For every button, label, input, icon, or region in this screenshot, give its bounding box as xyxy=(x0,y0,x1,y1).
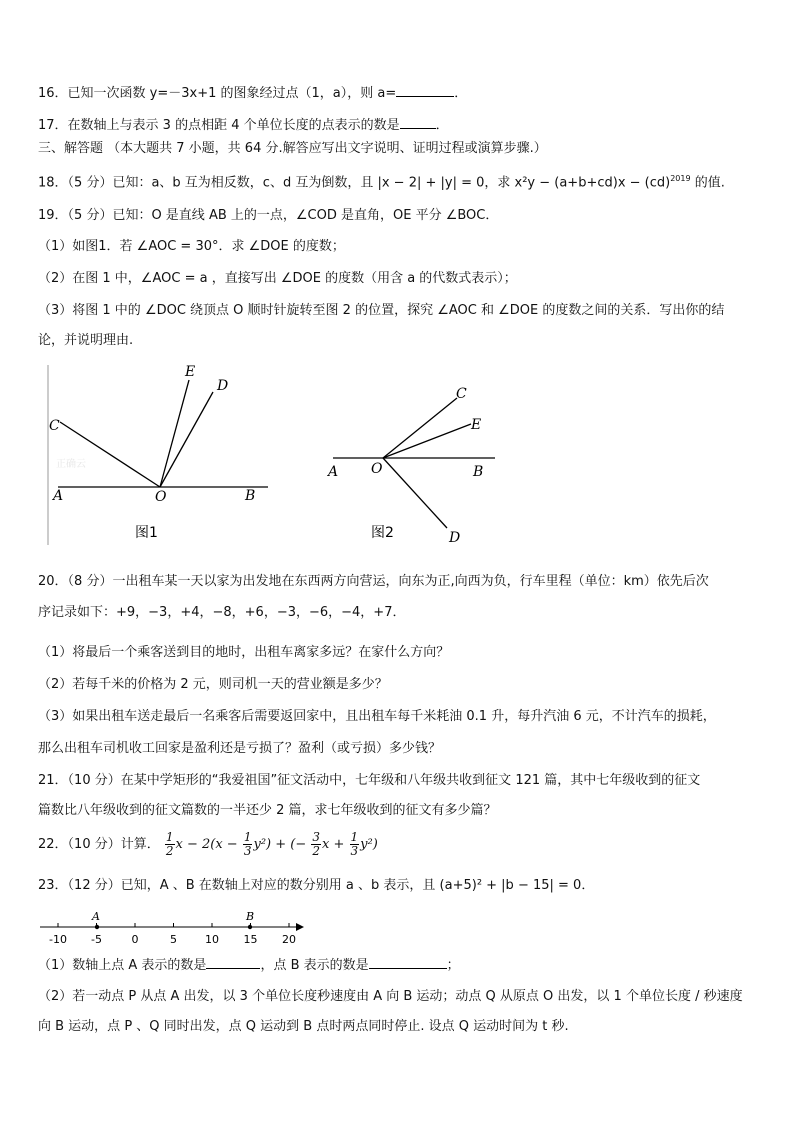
label-B: B xyxy=(473,464,484,480)
answer-blank[interactable] xyxy=(206,956,260,969)
answer-blank[interactable] xyxy=(396,84,454,97)
watermark: 正确云 xyxy=(56,459,86,470)
question-20-part3-cont: 那么出租车司机收工回家是盈利还是亏损了？盈利（或亏损）多少钱？ xyxy=(38,741,442,756)
point-B-label: B xyxy=(246,910,255,923)
question-23-intro: 23．（12 分）已知，A 、B 在数轴上对应的数分别用 a 、b 表示，且 (a+5)² + |b − 15| = 0． xyxy=(38,878,595,893)
question-19-part2: （2）在图 1 中，∠AOC = a ，直接写出 ∠DOE 的度数（用含 a 的代数式表示）； xyxy=(38,271,517,286)
label-C: C xyxy=(49,418,60,434)
question-19-part3: （3）将图 1 中的 ∠DOC 绕顶点 O 顺时针旋转至图 2 的位置，探究 ∠AOC 和 ∠DOE 的度数之间的关系．写出你的结 xyxy=(38,303,725,318)
figure-1 xyxy=(40,360,280,550)
label-O: O xyxy=(155,489,167,505)
tick-label: 5 xyxy=(170,933,177,946)
question-19-intro: 19．（5 分）已知：O 是直线 AB 上的一点，∠COD 是直角，OE 平分 ∠BOC． xyxy=(38,208,499,223)
answer-blank[interactable] xyxy=(400,116,436,129)
tick-label: 0 xyxy=(131,933,139,946)
question-23-part1: （1）数轴上点 A 表示的数是 ，点 B 表示的数是 ； xyxy=(38,958,460,973)
question-20-intro: 20．（8 分）一出租车某一天以家为出发地在东西两方向营运，向东为正,向西为负，行车里程（单位：km）依先后次 xyxy=(38,574,709,589)
question-20-part2: （2）若每千米的价格为 2 元，则司机一天的营业额是多少？ xyxy=(38,677,388,692)
tick-label: 20 xyxy=(282,933,296,946)
point-A-dot xyxy=(95,925,99,929)
question-22: 22．（10 分）计算． $\frac{1}{2}$ x − 2(x − $\frac{1}{3}$ y²) + (− $\frac{3}{2}$ x + $\frac{1}{3}$ y²) xyxy=(38,830,378,858)
question-21: 21．（10 分）在某中学矩形的“我爱祖国”征文活动中，七年级和八年级共收到征文 121 篇，其中七年级收到的征文 xyxy=(38,773,701,788)
ray-OD xyxy=(383,458,447,528)
label-E: E xyxy=(185,364,196,380)
label-D: D xyxy=(217,378,229,394)
section-heading: 三、解答题 （本大题共 7 小题，共 64 分.解答应写出文字说明、证明过程或演算步骤.） xyxy=(38,141,547,156)
label-D: D xyxy=(449,530,461,546)
question-19-part1: （1）如图1．若 ∠AOC = 30°．求 ∠DOE 的度数； xyxy=(38,239,345,254)
question-19-part3-cont: 论，并说明理由. xyxy=(38,333,134,348)
question-23-part2: （2）若一动点 P 从点 A 出发，以 3 个单位长度秒速度由 A 向 B 运动；动点 Q 从原点 O 出发，以 1 个单位长度 / 秒速度 xyxy=(38,989,743,1004)
label-E: E xyxy=(471,417,482,433)
tick-group xyxy=(49,923,296,946)
question-16-text: 16．已知一次函数 y=－3x+1 的图象经过点（1，a），则 a= xyxy=(38,86,397,101)
label-B: B xyxy=(245,488,256,504)
arrow-head xyxy=(296,923,304,931)
tick-label: -5 xyxy=(91,933,102,946)
question-17-text: 17．在数轴上与表示 3 的点相距 4 个单位长度的点表示的数是 xyxy=(38,118,400,133)
question-17: 17．在数轴上与表示 3 的点相距 4 个单位长度的点表示的数是 ． xyxy=(38,118,449,133)
ray-OC xyxy=(383,398,457,458)
question-18: 18．（5 分）已知：a、b 互为相反数，c、d 互为倒数，且 |x − 2| + |y| = 0，求 x²y − (a+b+cd)x − (cd)$^{2019}$ 的值. xyxy=(38,174,725,191)
ray-OC xyxy=(60,422,160,487)
expression: $\frac{1}{2}$ x − 2(x − $\frac{1}{3}$ y²) + (− $\frac{3}{2}$ x + $\frac{1}{3}$ y²) xyxy=(165,830,378,858)
question-18-text: 18．（5 分）已知：a、b 互为相反数，c、d 互为倒数，且 |x − 2| + |y| = 0，求 x²y − (a+b+cd)x − (cd) xyxy=(38,175,671,191)
question-20-record: 序记录如下：+9，−3，+4，−8，+6，−3，−6，−4，+7． xyxy=(38,605,406,620)
tick-label: -10 xyxy=(49,933,67,946)
question-21-cont: 篇数比八年级收到的征文篇数的一半还少 2 篇，求七年级收到的征文有多少篇？ xyxy=(38,803,497,818)
figure-caption: 图2 xyxy=(371,525,394,541)
figure-caption: 图1 xyxy=(135,525,158,541)
ray-OD xyxy=(160,392,213,487)
exponent: 2019 xyxy=(670,174,691,183)
question-23-part2-cont: 向 B 运动，点 P 、Q 同时出发，点 Q 运动到 B 点时两点同时停止. 设点 Q 运动时间为 t 秒. xyxy=(38,1019,569,1034)
label-A: A xyxy=(53,488,64,504)
label-O: O xyxy=(371,461,383,477)
point-B-dot xyxy=(248,925,252,929)
question-20-part1: （1）将最后一个乘客送到目的地时，出租车离家多远？在家什么方向？ xyxy=(38,645,450,660)
tick-label: 15 xyxy=(243,933,258,946)
ray-OE xyxy=(160,380,189,487)
figure-2 xyxy=(325,376,505,550)
question-16: 16．已知一次函数 y=－3x+1 的图象经过点（1，a），则 a= ． xyxy=(38,86,468,101)
label-A: A xyxy=(328,464,339,480)
ray-OE xyxy=(383,424,471,458)
answer-blank[interactable] xyxy=(369,956,447,969)
tick-label: 10 xyxy=(205,933,219,946)
question-20-part3: （3）如果出租车送走最后一名乘客后需要返回家中，且出租车每千米耗油 0.1 升，每升汽油 6 元，不计汽车的损耗， xyxy=(38,709,716,724)
point-A-label: A xyxy=(92,910,100,923)
label-C: C xyxy=(456,386,467,402)
number-line xyxy=(38,906,308,948)
